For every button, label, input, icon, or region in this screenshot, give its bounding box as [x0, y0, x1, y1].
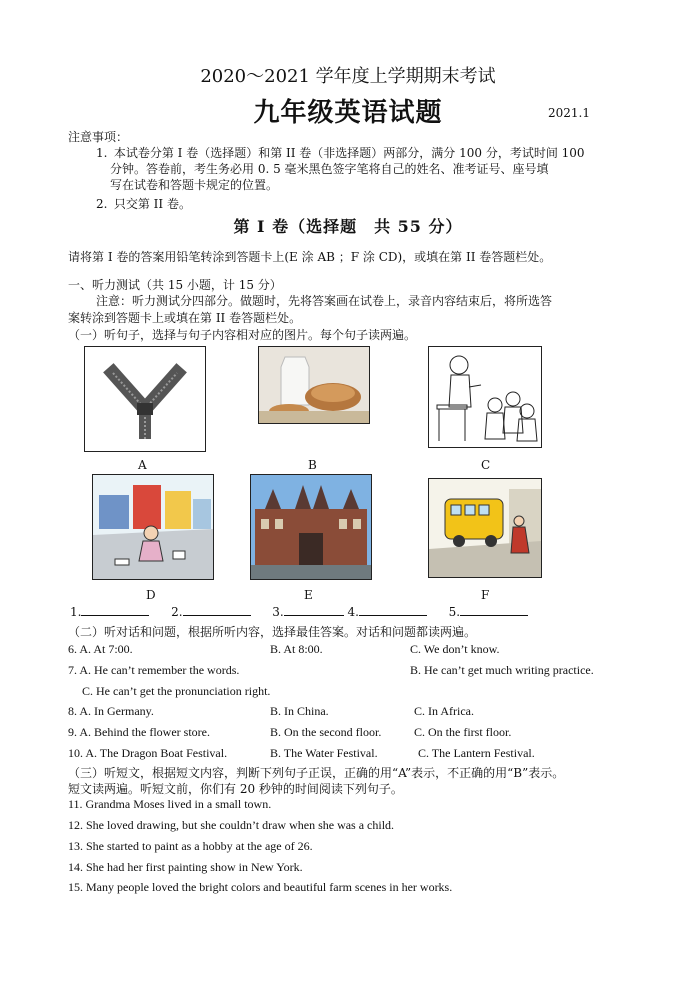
- question-6-option-a: 6. A. At 7:00.: [68, 642, 133, 656]
- school-bus-icon: [429, 479, 541, 577]
- picture-f: [428, 478, 542, 578]
- section2-heading: （二）听对话和问题，根据所听内容，选择最佳答案。对话和问题都读两遍。: [68, 625, 477, 639]
- note-line: 只交第 II 卷。: [113, 197, 191, 211]
- question-10-option-a: 10. A. The Dragon Boat Festival.: [68, 746, 228, 760]
- picture-label-f: F: [481, 588, 490, 602]
- answer-blank-5[interactable]: [460, 605, 528, 616]
- statement-15: 15. Many people loved the bright colors and beautiful farm scenes in her works.: [68, 880, 453, 894]
- picture-a: [84, 346, 206, 452]
- picture-label-d: D: [146, 588, 156, 602]
- exam-title: 九年级英语试题: [253, 98, 443, 128]
- note-num: 1.: [96, 146, 108, 160]
- question-7-option-c: C. He can’t get the pronunciation right.: [82, 684, 271, 698]
- note-item-2: [96, 196, 191, 212]
- blank-label-4: 4.: [347, 605, 359, 619]
- picture-c: [428, 346, 542, 448]
- question-7-option-a: 7. A. He can’t remember the words.: [68, 663, 240, 677]
- exam-date: 2021.1: [548, 106, 590, 120]
- section1-heading: （一）听句子，选择与句子内容相对应的图片。每个句子读两遍。: [68, 328, 417, 342]
- listening-note: 注意：听力测试分四部分。做题时，先将答案画在试卷上，录音内容结束后，将所选答: [96, 294, 553, 308]
- term-title: 2020～2021 学年度上学期期末考试: [200, 66, 496, 87]
- note-num: 2.: [96, 197, 108, 211]
- listening-note-cont: 案转涂到答题卡上或填在第 II 卷答题栏处。: [68, 311, 302, 325]
- question-9-option-a: 9. A. Behind the flower store.: [68, 725, 210, 739]
- milk-bread-icon: [259, 347, 369, 423]
- answer-blank-3[interactable]: [284, 605, 344, 616]
- question-9-option-b: B. On the second floor.: [270, 725, 382, 739]
- part1-instruction: 请将第 I 卷的答案用铅笔转涂到答题卡上(E 涂 AB ；F 涂 CD)，或填在第 II 卷答题栏处。: [68, 250, 552, 264]
- answer-blank-2[interactable]: [183, 605, 251, 616]
- question-10-option-c: C. The Lantern Festival.: [418, 746, 535, 760]
- question-10-option-b: B. The Water Festival.: [270, 746, 378, 760]
- blank-label-2: 2.: [171, 605, 183, 619]
- question-8-option-b: B. In China.: [270, 704, 329, 718]
- note-line: 分钟。答卷前，考生务必用 0. 5 毫米黑色签字笔将自己的姓名、准考证号、座号填: [110, 162, 549, 176]
- blank-label-3: 3.: [272, 605, 284, 619]
- answer-blank-1[interactable]: [81, 605, 149, 616]
- note-line: 本试卷分第 I 卷（选择题）和第 II 卷（非选择题）两部分，满分 100 分，考试时间 100: [113, 146, 585, 160]
- statement-11: 11. Grandma Moses lived in a small town.: [68, 797, 272, 811]
- note-line: 写在试卷和答题卡规定的位置。: [110, 178, 279, 192]
- zipper-icon: [85, 347, 205, 451]
- museum-icon: [251, 475, 371, 579]
- section3-heading: （三）听短文，根据短文内容，判断下列句子正误，正确的用“A”表示，不正确的用“B”表示。: [68, 766, 565, 780]
- picture-d: [92, 474, 214, 580]
- picture-label-c: C: [481, 458, 491, 472]
- part1-title: 第 I 卷（选择题 共 55 分）: [233, 217, 463, 236]
- listening-heading: 一、听力测试（共 15 小题，计 15 分）: [68, 278, 282, 292]
- answer-blanks-row: [70, 605, 528, 619]
- answer-blank-4[interactable]: [359, 605, 427, 616]
- question-8-option-a: 8. A. In Germany.: [68, 704, 154, 718]
- statement-13: 13. She started to paint as a hobby at the age of 26.: [68, 839, 313, 853]
- question-9-option-c: C. On the first floor.: [414, 725, 512, 739]
- question-6-option-c: C. We don’t know.: [410, 642, 500, 656]
- blank-label-1: 1.: [70, 605, 82, 619]
- question-8-option-c: C. In Africa.: [414, 704, 474, 718]
- statement-14: 14. She had her first painting show in New York.: [68, 860, 303, 874]
- street-scene-icon: [93, 475, 213, 579]
- blank-label-5: 5.: [448, 605, 461, 619]
- picture-label-b: B: [308, 458, 317, 472]
- statement-12: 12. She loved drawing, but she couldn’t draw when she was a child.: [68, 818, 395, 832]
- picture-label-a: A: [138, 458, 147, 472]
- picture-label-e: E: [304, 588, 313, 602]
- picture-b: [258, 346, 370, 424]
- storytelling-icon: [429, 347, 541, 447]
- question-7-option-b: B. He can’t get much writing practice.: [410, 663, 594, 677]
- picture-e: [250, 474, 372, 580]
- section3-heading-cont: 短文读两遍。听短文前，你们有 20 秒钟的时间阅读下列句子。: [68, 782, 403, 796]
- notes-heading: 注意事项：: [68, 130, 129, 144]
- note-item-1: [96, 145, 585, 161]
- question-6-option-b: B. At 8:00.: [270, 642, 323, 656]
